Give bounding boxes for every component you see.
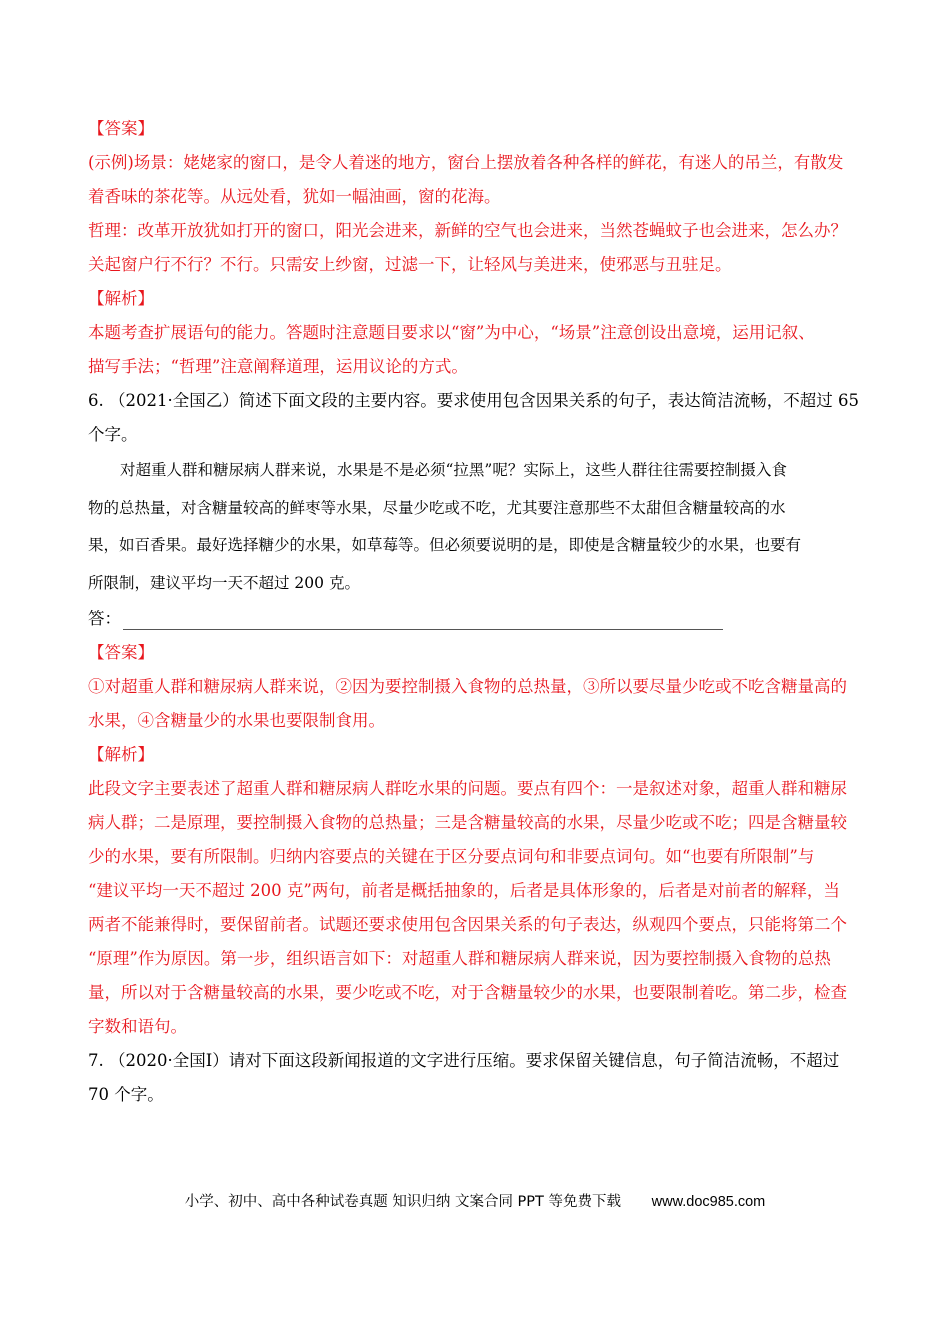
question-7-text-line: 7. （2020·全国Ⅰ）请对下面这段新闻报道的文字进行压缩。要求保留关键信息，句子简洁流畅，不超过 bbox=[88, 1051, 840, 1070]
passage-line: 所限制，建议平均一天不超过 200 克。 bbox=[88, 573, 360, 592]
footer-text: 小学、初中、高中各种试卷真题 知识归纳 文案合同 PPT 等免费下载 bbox=[184, 1194, 622, 1210]
answer-blank-line[interactable] bbox=[123, 605, 723, 630]
analysis-text-line: 描写手法；“哲理”注意阐释道理，运用议论的方式。 bbox=[88, 357, 468, 376]
footer-url-link[interactable]: www.doc985.com bbox=[651, 1194, 766, 1210]
analysis-text-line: 少的水果，要有所限制。归纳内容要点的关键在于区分要点词句和非要点词句。如“也要有所限制”与 bbox=[88, 847, 815, 866]
analysis-text-line: “建议平均一天不超过 200 克”两句，前者是概括抽象的，后者是具体形象的，后者是对前者的解释，当 bbox=[88, 881, 840, 900]
question-6-text-line: 6. （2021·全国乙）简述下面文段的主要内容。要求使用包含因果关系的句子，表达简洁流畅，不超过 65 bbox=[88, 391, 859, 410]
answer-text-line: 着香味的茶花等。从远处看，犹如一幅油画，窗的花海。 bbox=[88, 187, 501, 206]
answer-text-line: 哲理：改革开放犹如打开的窗口，阳光会进来，新鲜的空气也会进来，当然苍蝇蚊子也会进来，怎么办？ bbox=[88, 221, 847, 240]
passage-line: 果，如百香果。最好选择糖少的水果，如草莓等。但必须要说明的是，即使是含糖量较少的水果，也要有 bbox=[88, 536, 802, 554]
analysis-text-line: 量，所以对于含糖量较高的水果，要少吃或不吃，对于含糖量较少的水果，也要限制着吃。第二步，检查 bbox=[88, 983, 847, 1002]
analysis-text-line: 病人群；二是原理，要控制摄入食物的总热量；三是含糖量较高的水果，尽量少吃或不吃；四是含糖量较 bbox=[88, 813, 847, 832]
answer-input-row bbox=[88, 602, 866, 636]
passage-line: 对超重人群和糖尿病人群来说，水果是不是必须“拉黑”呢？实际上，这些人群往往需要控制摄入食 bbox=[120, 461, 787, 479]
question-7-text-line: 70 个字。 bbox=[88, 1085, 164, 1104]
answer-text-line: 水果，④含糖量少的水果也要限制食用。 bbox=[88, 711, 385, 730]
analysis-text-line: “原理”作为原因。第一步，组织语言如下：对超重人群和糖尿病人群来说，因为要控制摄入食物的总热 bbox=[88, 949, 831, 968]
passage-line: 物的总热量，对含糖量较高的鲜枣等水果，尽量少吃或不吃，尤其要注意那些不太甜但含糖量较高的水 bbox=[88, 498, 786, 517]
document-page bbox=[88, 112, 866, 1112]
answer-heading: 【答案】 bbox=[88, 119, 154, 138]
answer-text-line: (示例)场景：姥姥家的窗口，是令人着迷的地方，窗台上摆放着各种各样的鲜花，有迷人的吊兰，有散发 bbox=[88, 153, 844, 172]
answer-prompt: 答： bbox=[88, 609, 121, 628]
analysis-heading: 【解析】 bbox=[88, 289, 154, 308]
analysis-heading: 【解析】 bbox=[88, 745, 154, 764]
answer-text-line: ①对超重人群和糖尿病人群来说，②因为要控制摄入食物的总热量，③所以要尽量少吃或不吃含糖量高的 bbox=[88, 677, 847, 696]
question-6-text-line: 个字。 bbox=[88, 425, 138, 444]
page-footer bbox=[0, 1190, 950, 1211]
analysis-text-line: 此段文字主要表述了超重人群和糖尿病人群吃水果的问题。要点有四个：一是叙述对象，超重人群和糖尿 bbox=[88, 779, 847, 798]
answer-heading: 【答案】 bbox=[88, 643, 154, 662]
answer-text-line: 关起窗户行不行？不行。只需安上纱窗，过滤一下，让轻风与美进来，使邪恶与丑驻足。 bbox=[88, 255, 732, 274]
analysis-text-line: 两者不能兼得时，要保留前者。试题还要求使用包含因果关系的句子表达，纵观四个要点，只能将第二个 bbox=[88, 915, 847, 934]
analysis-text-line: 本题考查扩展语句的能力。答题时注意题目要求以“窗”为中心，“场景”注意创设出意境，运用记叙、 bbox=[88, 323, 815, 342]
analysis-text-line: 字数和语句。 bbox=[88, 1017, 187, 1036]
